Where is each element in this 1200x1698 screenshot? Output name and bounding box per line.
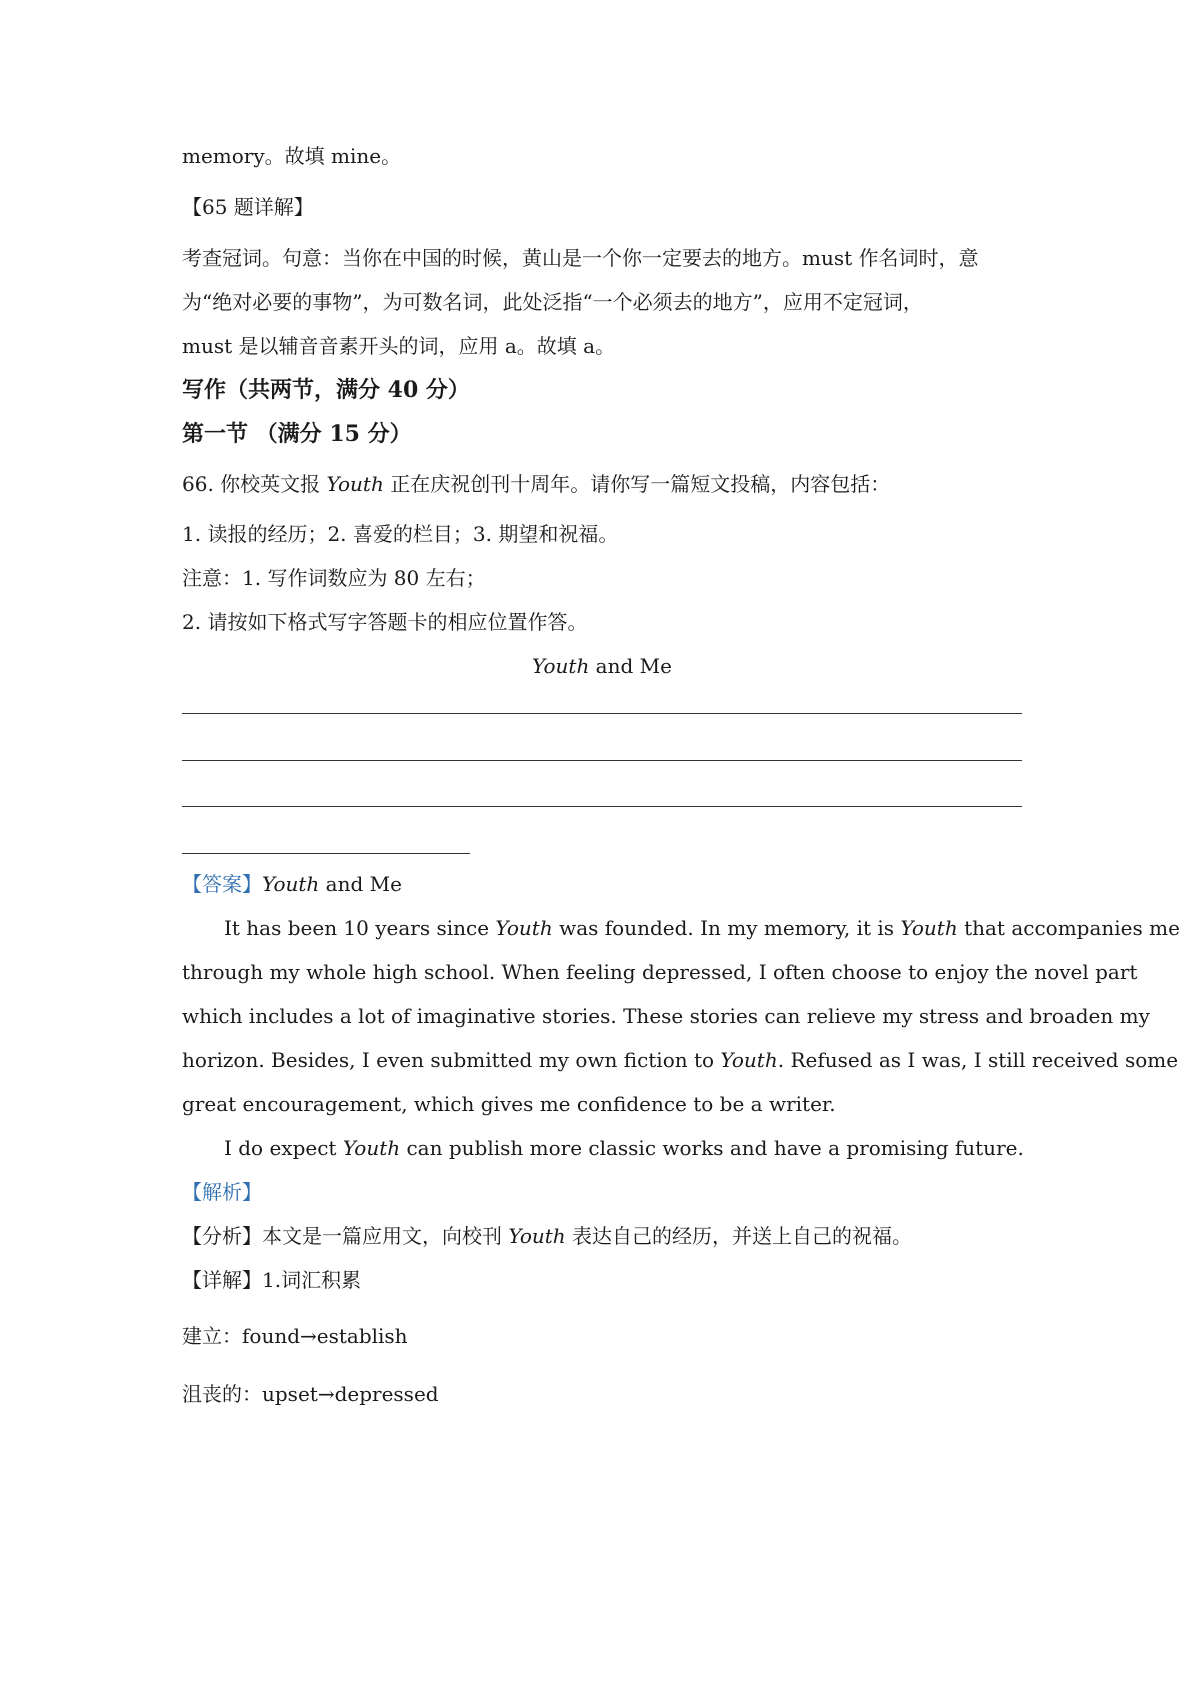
content-points: 1. 读报的经历；2. 喜爱的栏目；3. 期望和祝福。 — [182, 522, 619, 546]
text-line: 考查冠词。句意：当你在中国的时候，黄山是一个你一定要去的地方。must 作名词时，意 — [182, 246, 979, 270]
answer-text-line: which includes a lot of imaginative stories. These stories can relieve my stress and broaden my — [182, 1004, 1150, 1028]
answer-text-line: horizon. Besides, I even submitted my own fiction to Youth. Refused as I was, I still received some — [182, 1048, 1179, 1072]
essay-title: Youth and Me — [532, 654, 672, 678]
analysis-label: 【解析】 — [182, 1180, 262, 1204]
note-line: 2. 请按如下格式写字答题卡的相应位置作答。 — [182, 610, 588, 634]
answer-text-line: It has been 10 years since Youth was founded. In my memory, it is Youth that accompanies me — [224, 916, 1180, 940]
question-65-detail-label: 【65 题详解】 — [182, 195, 314, 219]
text-line: 为“绝对必要的事物”，为可数名词，此处泛指“一个必须去的地方”，应用不定冠词， — [182, 290, 923, 314]
writing-section-title: 写作（共两节，满分 40 分） — [182, 377, 470, 403]
answer-line — [182, 853, 470, 854]
answer-heading: 【答案】Youth and Me — [182, 872, 402, 896]
answer-text-line: great encouragement, which gives me confidence to be a writer. — [182, 1092, 836, 1116]
answer-text-line: through my whole high school. When feeling depressed, I often choose to enjoy the novel part — [182, 960, 1138, 984]
analysis-summary: 【分析】本文是一篇应用文，向校刊 Youth 表达自己的经历，并送上自己的祝福。 — [182, 1224, 913, 1248]
part-one-title: 第一节 （满分 15 分） — [182, 421, 412, 447]
answer-line — [182, 806, 1022, 807]
detail-heading: 【详解】1.词汇积累 — [182, 1268, 362, 1292]
text-line: must 是以辅音音素开头的词，应用 a。故填 a。 — [182, 334, 616, 358]
vocab-item: 建立：found→establish — [182, 1324, 408, 1348]
answer-line — [182, 760, 1022, 761]
note-line: 注意：1. 写作词数应为 80 左右； — [182, 566, 486, 590]
text-line: memory。故填 mine。 — [182, 144, 402, 168]
answer-text-line: I do expect Youth can publish more classic works and have a promising future. — [224, 1136, 1024, 1160]
answer-line — [182, 713, 1022, 714]
question-66-prompt: 66. 你校英文报 Youth 正在庆祝创刊十周年。请你写一篇短文投稿，内容包括： — [182, 472, 891, 496]
answer-label: 【答案】 — [182, 872, 262, 896]
vocab-item: 沮丧的：upset→depressed — [182, 1382, 439, 1406]
